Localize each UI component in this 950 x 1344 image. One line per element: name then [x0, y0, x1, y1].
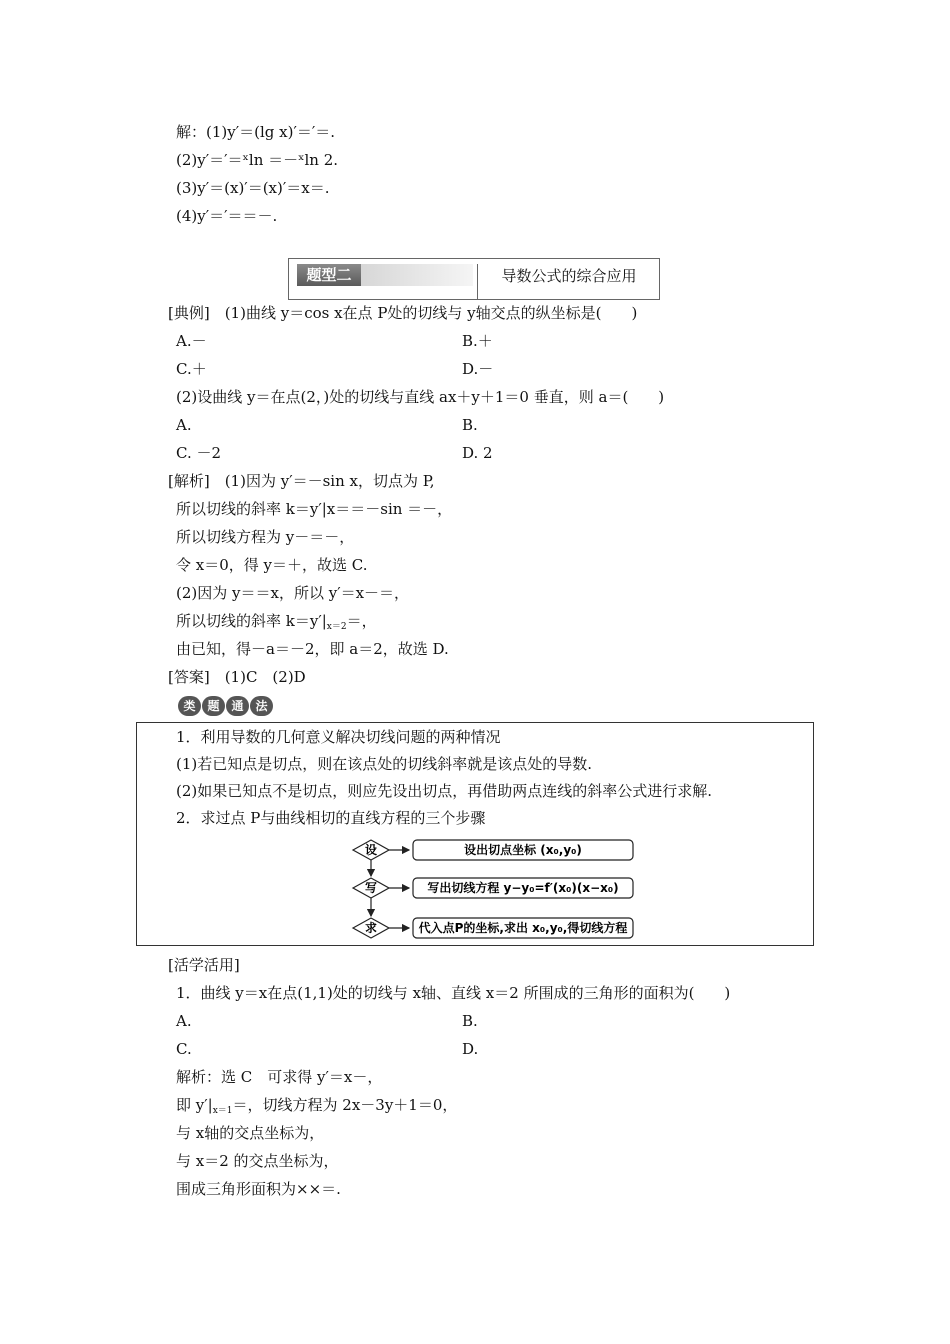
- method-badge-char: 法: [250, 696, 273, 716]
- analysis-line-4: 令 x＝0，得 y＝＋，故选 C.: [176, 556, 368, 574]
- step-tag-2: 写: [364, 881, 378, 895]
- method-badge-char: 题: [202, 696, 225, 716]
- example-question-1: [典例] (1)曲线 y＝cos x在点 P处的切线与 y轴交点的纵坐标是( ): [168, 304, 638, 322]
- analysis-line-5: (2)因为 y＝＝x，所以 y′＝x－＝，: [176, 584, 410, 602]
- practice-option-a: A.: [176, 1012, 192, 1030]
- method-badge: [178, 696, 273, 716]
- answer-line: [答案] (1)C (2)D: [168, 668, 306, 686]
- q1-option-c: C.＋: [176, 360, 207, 378]
- practice-solution-2-end: ＝，切线方程为 2x－3y＋1＝0，: [232, 1096, 458, 1114]
- q1-option-a: A.－: [176, 332, 207, 350]
- analysis-line-6: [176, 611, 377, 637]
- practice-solution-2-sub: x＝1: [212, 1106, 233, 1116]
- practice-solution-4: 与 x＝2 的交点坐标为，: [176, 1152, 339, 1170]
- analysis-line-6-text: 所以切线的斜率 k＝y′|: [176, 612, 327, 630]
- solution-line-4: (4)y′＝′＝＝－.: [176, 207, 278, 225]
- practice-solution-2-text: 即 y′|: [176, 1096, 213, 1114]
- method-badge-char: 通: [226, 696, 249, 716]
- practice-solution-5: 围成三角形面积为××＝.: [176, 1180, 341, 1198]
- practice-solution-1: 解析：选 C 可求得 y′＝x－，: [176, 1068, 383, 1086]
- q2-option-d: D. 2: [462, 444, 493, 462]
- analysis-line-7: 由已知，得－a＝－2，即 a＝2，故选 D.: [176, 640, 449, 658]
- analysis-line-1: [解析] (1)因为 y′＝－sin x，切点为 P,: [168, 472, 435, 490]
- practice-option-d: D.: [462, 1040, 479, 1058]
- section-divider: [477, 264, 478, 300]
- flowchart: [349, 838, 639, 946]
- summary-line-4: 2．求过点 P与曲线相切的直线方程的三个步骤: [176, 809, 486, 827]
- solution-line-3: (3)y′＝(x)′＝(x)′＝x＝.: [176, 179, 330, 197]
- practice-option-b: B.: [462, 1012, 478, 1030]
- practice-header: [活学活用]: [168, 956, 240, 974]
- q2-option-c: C. －2: [176, 444, 222, 462]
- section-header: [288, 258, 660, 300]
- example-question-2: (2)设曲线 y＝在点(2，)处的切线与直线 ax＋y＋1＝0 垂直，则 a＝( ): [176, 388, 665, 406]
- summary-line-3: (2)如果已知点不是切点，则应先设出切点，再借助两点连线的斜率公式进行求解.: [176, 782, 713, 800]
- q2-option-b: B.: [462, 416, 478, 434]
- step-text-3: 代入点P的坐标,求出 x₀,y₀,得切线方程: [418, 921, 628, 935]
- practice-question: 1．曲线 y＝x在点(1,1)处的切线与 x轴、直线 x＝2 所围成的三角形的面积为( ): [176, 984, 731, 1002]
- step-text-2: 写出切线方程 y−y₀=f′(x₀)(x−x₀): [427, 881, 619, 895]
- analysis-line-3: 所以切线方程为 y－＝－，: [176, 528, 355, 546]
- analysis-line-6-sub: x＝2: [326, 622, 347, 632]
- analysis-line-6-end: ＝，: [346, 612, 377, 630]
- q2-option-a: A.: [176, 416, 192, 434]
- section-badge: 题型二: [297, 264, 361, 286]
- q1-option-b: B.＋: [462, 332, 493, 350]
- practice-solution-3: 与 x轴的交点坐标为，: [176, 1124, 325, 1142]
- section-title: 导数公式的综合应用: [501, 267, 637, 285]
- step-tag-3: 求: [364, 921, 378, 935]
- summary-line-1: 1．利用导数的几何意义解决切线问题的两种情况: [176, 728, 501, 746]
- section-badge-bar: [361, 264, 473, 286]
- step-tag-1: 设: [364, 843, 378, 857]
- solution-line-1: 解：(1)y′＝(lg x)′＝′＝.: [176, 123, 336, 141]
- practice-solution-2: [176, 1095, 457, 1121]
- summary-line-2: (1)若已知点是切点，则在该点处的切线斜率就是该点处的导数.: [176, 755, 593, 773]
- step-text-1: 设出切点坐标 (x₀,y₀): [464, 843, 582, 857]
- q1-option-d: D.－: [462, 360, 494, 378]
- solution-line-2: (2)y′＝′＝ˣln ＝－ˣln 2.: [176, 151, 339, 169]
- analysis-line-2: 所以切线的斜率 k＝y′|x＝＝－sin ＝－，: [176, 500, 453, 518]
- practice-option-c: C.: [176, 1040, 192, 1058]
- method-badge-char: 类: [178, 696, 201, 716]
